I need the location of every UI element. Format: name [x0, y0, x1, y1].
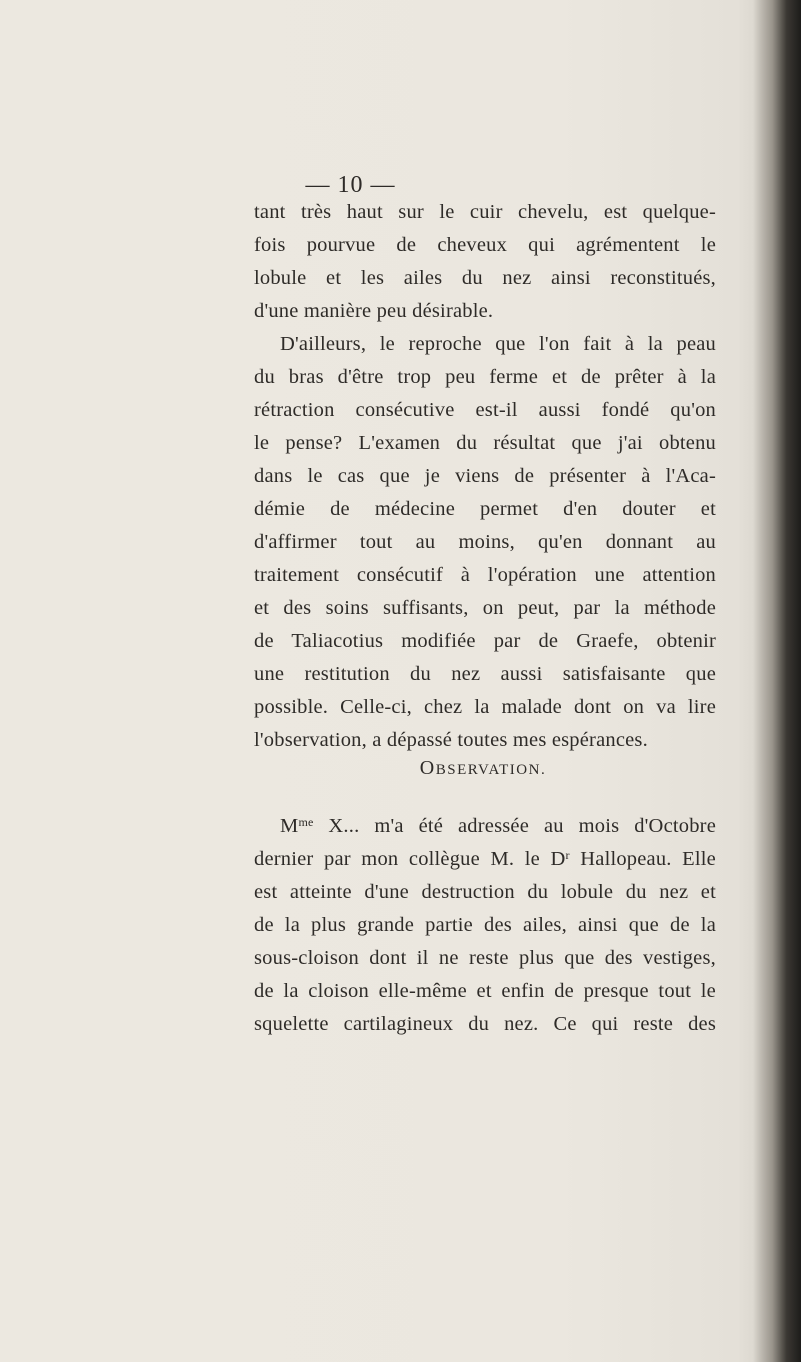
text-line: tant très haut sur le cuir chevelu, est quelque-: [254, 201, 716, 223]
text-line: fois pourvue de cheveux qui agrémentent le: [254, 234, 716, 256]
text-line: traitement consécutif à l'opération une attention: [254, 564, 716, 586]
line-rest: X... m'a été adressée au mois d'Octobre: [313, 815, 716, 837]
title-abbrev-sup: me: [298, 815, 314, 829]
text-line: l'observation, a dépassé toutes mes espérances.: [254, 729, 648, 751]
text-line: rétraction consécutive est-il aussi fondé qu'on: [254, 399, 716, 421]
text-line: sous-cloison dont il ne reste plus que des vestiges,: [254, 947, 716, 969]
text-line: de la cloison elle-même et enfin de presque tout le: [254, 980, 716, 1002]
text-line: d'une manière peu désirable.: [254, 300, 494, 322]
text-line: de la plus grande partie des ailes, ainsi que de la: [254, 914, 716, 936]
text-line: D'ailleurs, le reproche que l'on fait à la peau: [280, 333, 716, 355]
section-title: [252, 757, 714, 780]
text-line: et des soins suffisants, on peut, par la méthode: [254, 597, 716, 619]
title-abbrev: M: [280, 815, 299, 837]
section-title-rest: BSERVATION.: [435, 762, 547, 778]
text-line: démie de médecine permet d'en douter et: [254, 498, 716, 520]
text-line: [254, 843, 716, 876]
text-line: dans le cas que je viens de présenter à l'Aca-: [254, 465, 716, 487]
body-text: [254, 196, 716, 757]
page-binding-edge: [753, 0, 801, 1362]
text-line: de Taliacotius modifiée par de Graefe, obtenir: [254, 630, 716, 652]
text-line: squelette cartilagineux du nez. Ce qui reste des: [254, 1013, 716, 1035]
line-end: Hallopeau. Elle: [569, 848, 716, 870]
page-number: — 10 —: [305, 172, 396, 198]
text-line: [254, 810, 716, 843]
text-line: lobule et les ailes du nez ainsi reconstitués,: [254, 267, 716, 289]
observation-text: [254, 810, 716, 1041]
text-line: le pense? L'examen du résultat que j'ai obtenu: [254, 432, 716, 454]
text-line: d'affirmer tout au moins, qu'en donnant au: [254, 531, 716, 553]
doctor-abbrev-sup: r: [565, 848, 570, 862]
section-title-initial: O: [419, 757, 436, 779]
line-start: dernier par mon collègue M. le D: [254, 848, 566, 870]
text-line: une restitution du nez aussi satisfaisante que: [254, 663, 716, 685]
text-line: du bras d'être trop peu ferme et de prêter à la: [254, 366, 716, 388]
text-line: possible. Celle-ci, chez la malade dont on va lire: [254, 696, 716, 718]
text-line: est atteinte d'une destruction du lobule du nez et: [254, 881, 716, 903]
